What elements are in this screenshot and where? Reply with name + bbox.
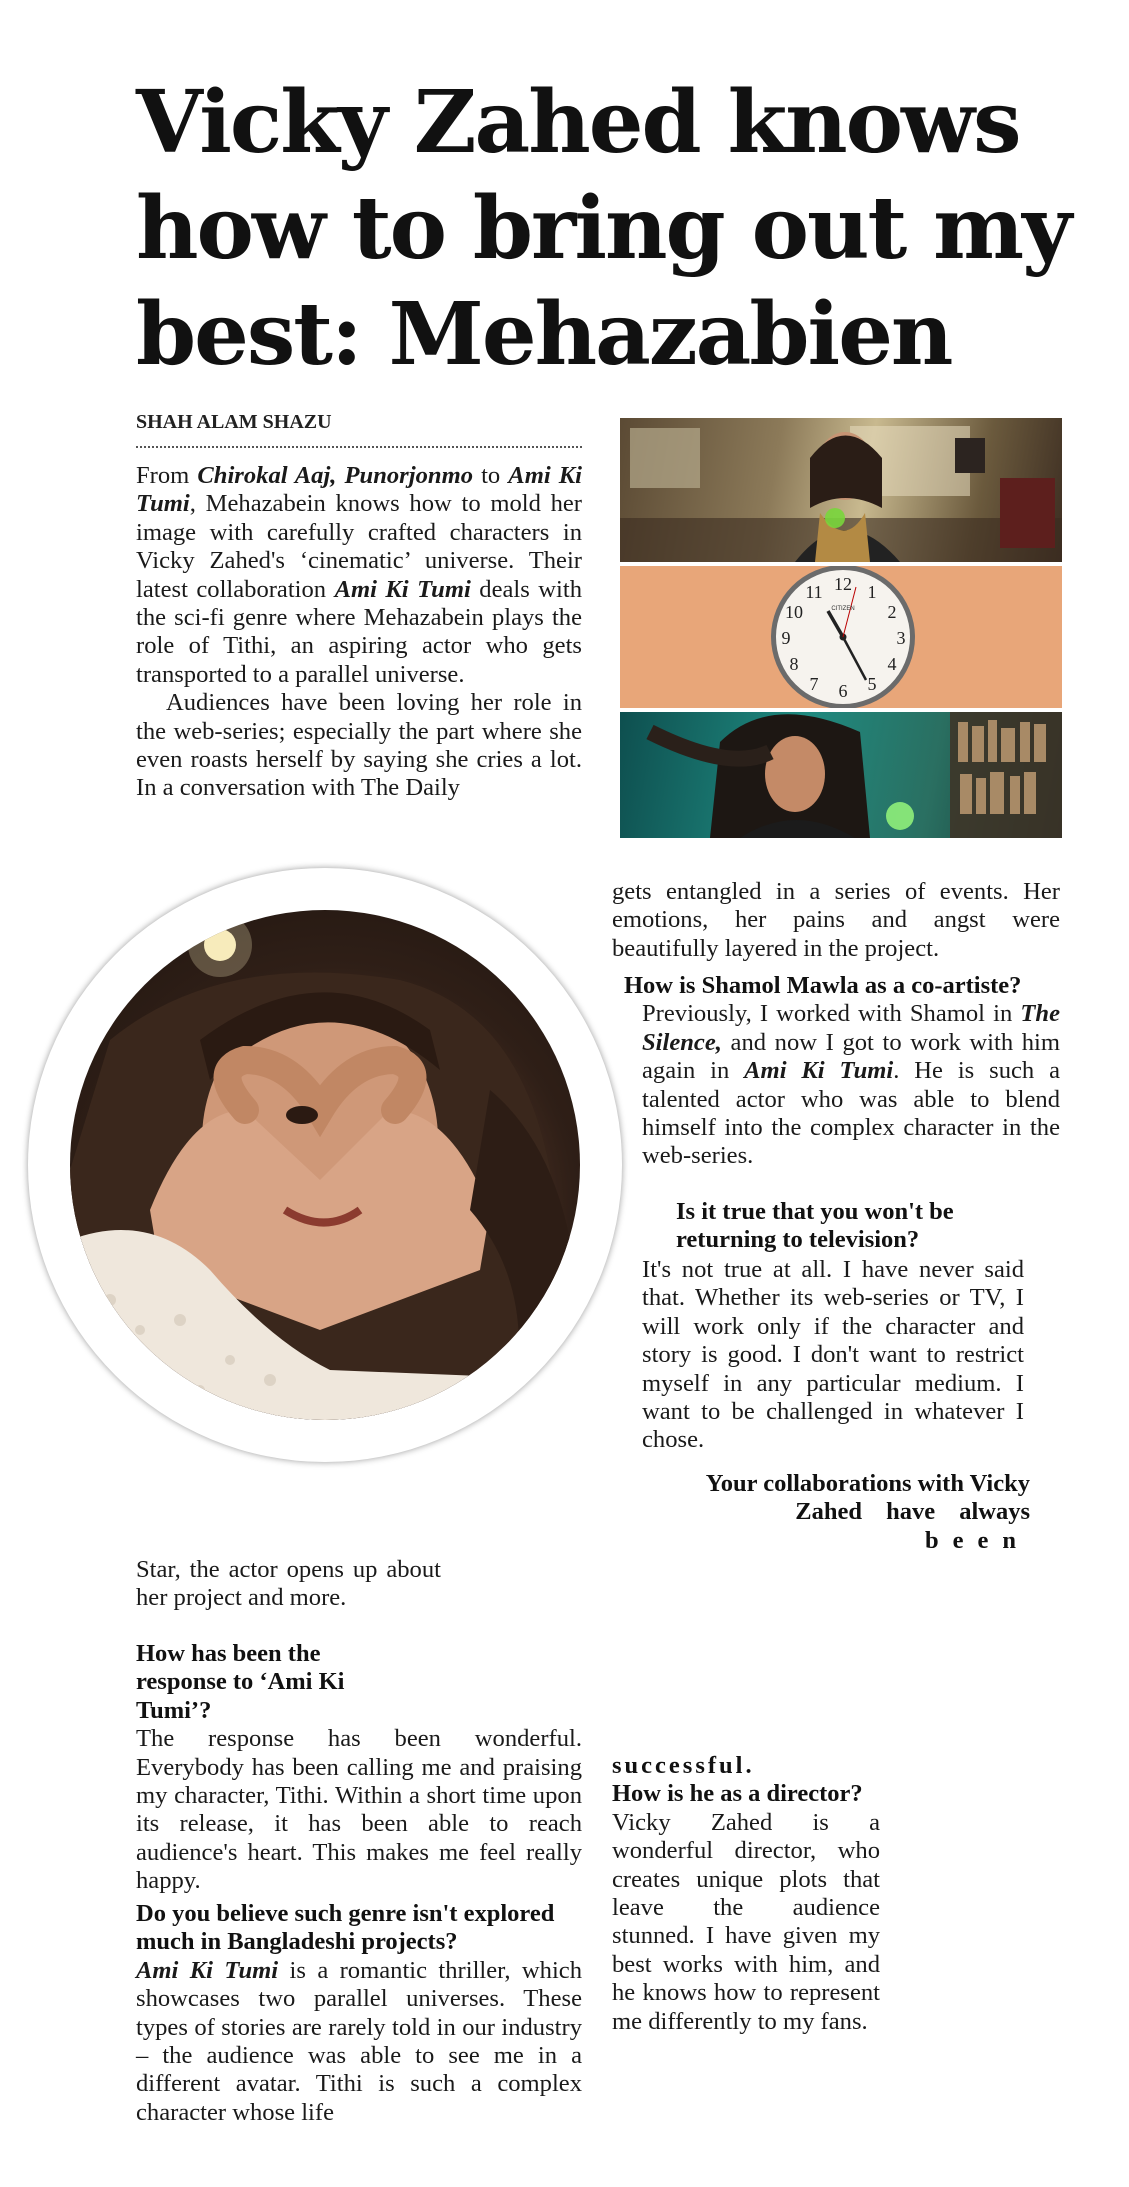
answer-genre-title: Ami Ki Tumi — [136, 1956, 279, 1984]
question-director: How is he as a director? — [612, 1780, 863, 1808]
svg-text:6: 6 — [838, 681, 848, 701]
intro-continued-text: Star, the actor opens up about her project and more. — [136, 1556, 441, 1612]
still-library-photo — [620, 712, 1062, 838]
intro-continued — [136, 1556, 441, 1613]
question-collaborations-line-4: successful. — [612, 1752, 755, 1779]
intro-text: , Mehazabein knows how to mold her image with carefully crafted characters in Vicky Zahed's ‘cinematic’ universe. Their latest collaboration — [136, 490, 582, 603]
intro-title-3: Ami Ki Tumi — [334, 575, 471, 603]
answer-shamol-text: . He is such a talented actor who was able to blend himself into the complex character in the web-series. — [642, 1057, 1060, 1170]
headline-line-2: how to bring out my — [136, 178, 1071, 279]
svg-text:7: 7 — [809, 674, 819, 694]
question-shamol: How is Shamol Mawla as a co-artiste? — [624, 972, 1022, 999]
svg-text:8: 8 — [789, 654, 799, 674]
svg-text:10: 10 — [785, 602, 803, 622]
question-genre: Do you believe such genre isn't explored much in Bangladeshi projects? — [136, 1900, 555, 1956]
intro-title-2: Ami Ki Tumi — [136, 462, 582, 518]
svg-text:4: 4 — [887, 654, 897, 674]
answer-television-block — [612, 1256, 1024, 1455]
photo-strip — [620, 418, 1062, 838]
answer-genre — [136, 1957, 582, 2127]
answer-genre-continued: gets entangled in a series of events. Her emotions, her pains and angst were beautifully layered in the project. — [612, 878, 1060, 962]
qa-director — [612, 1752, 880, 2036]
intro-text: deals with the sci-fi genre where Mehazabein plays the role of Tithi, an aspiring actor who gets transported to a parallel universe. — [136, 575, 582, 688]
intro-paragraph — [136, 462, 582, 689]
question-collaborations-line-2: Zahed have always — [795, 1498, 1030, 1526]
headline — [136, 70, 1096, 388]
intro-title-1: Chirokal Aaj, Punorjonmo — [197, 462, 473, 489]
question-collaborations-line-1: Your collaborations with Vicky — [705, 1470, 1030, 1497]
intro-text: to — [473, 462, 509, 489]
still-room-photo — [620, 418, 1062, 562]
answer-shamol-title-1: The Silence, — [642, 1000, 1060, 1056]
svg-text:9: 9 — [781, 628, 791, 648]
intro-paragraph-2: Audiences have been loving her role in the web-series; especially the part where she even roasts herself by saying she cries a lot. In a conversation with The Daily — [136, 689, 582, 802]
qa-collaborations — [612, 1470, 1030, 1555]
answer-response-text: The response has been wonderful. Everybody has been calling me and praising my character, Tithi. Within a short time upon its release, it has been able to reach audience's heart. This makes me feel really happy. — [136, 1725, 582, 1895]
answer-director: Vicky Zahed is a wonderful director, who creates unique plots that leave the audience stunned. I have given my best works with him, and he knows how to represent me differently to my fans. — [612, 1808, 880, 2035]
answer-shamol — [624, 1000, 1060, 1170]
question-response: How has been the response to ‘Ami Ki Tumi’? — [136, 1640, 345, 1724]
intro-text: From — [136, 462, 198, 489]
headline-line-3: best: Mehazabien — [136, 284, 952, 385]
answer-genre-text: is a romantic thriller, which showcases two parallel universes. These types of stories are rarely told in our industry – the audience was able to see me in a different avatar. Tithi is such a complex character whose life — [136, 1956, 582, 2126]
answer-shamol-text: Previously, I worked with Shamol in — [642, 1000, 1021, 1028]
intro-block — [136, 462, 582, 803]
still-clock-photo — [620, 566, 1062, 708]
qa-response — [136, 1640, 582, 1896]
portrait-photo — [70, 910, 580, 1420]
question-collaborations-line-3: been — [925, 1526, 1030, 1554]
qa-genre — [136, 1900, 582, 2127]
qa-television — [676, 1198, 1060, 1255]
svg-text:5: 5 — [867, 674, 877, 694]
answer-response — [136, 1725, 582, 1895]
byline: SHAH ALAM SHAZU — [136, 411, 582, 448]
clock-brand: CITIZEN — [831, 606, 855, 612]
svg-text:2: 2 — [887, 602, 897, 622]
answer-shamol-text: and now I got to work with him again in — [642, 1028, 1060, 1085]
qa-shamol — [624, 972, 1060, 1171]
portrait-frame — [28, 868, 622, 1462]
svg-text:1: 1 — [867, 582, 877, 602]
headline-line-1: Vicky Zahed knows — [136, 72, 1020, 173]
answer-television: It's not true at all. I have never said that. Whether its web-series or TV, I will work only if the character and story is good. I don't want to restrict myself in any particular medium. I want to be challenged in whatever I chose. — [642, 1256, 1024, 1454]
svg-text:12: 12 — [834, 574, 852, 594]
answer-shamol-title-2: Ami Ki Tumi — [744, 1057, 894, 1085]
genre-continued — [612, 878, 1060, 963]
question-television: Is it true that you won't be returning to television? — [676, 1198, 954, 1254]
svg-text:3: 3 — [896, 628, 906, 648]
svg-text:11: 11 — [805, 582, 823, 602]
